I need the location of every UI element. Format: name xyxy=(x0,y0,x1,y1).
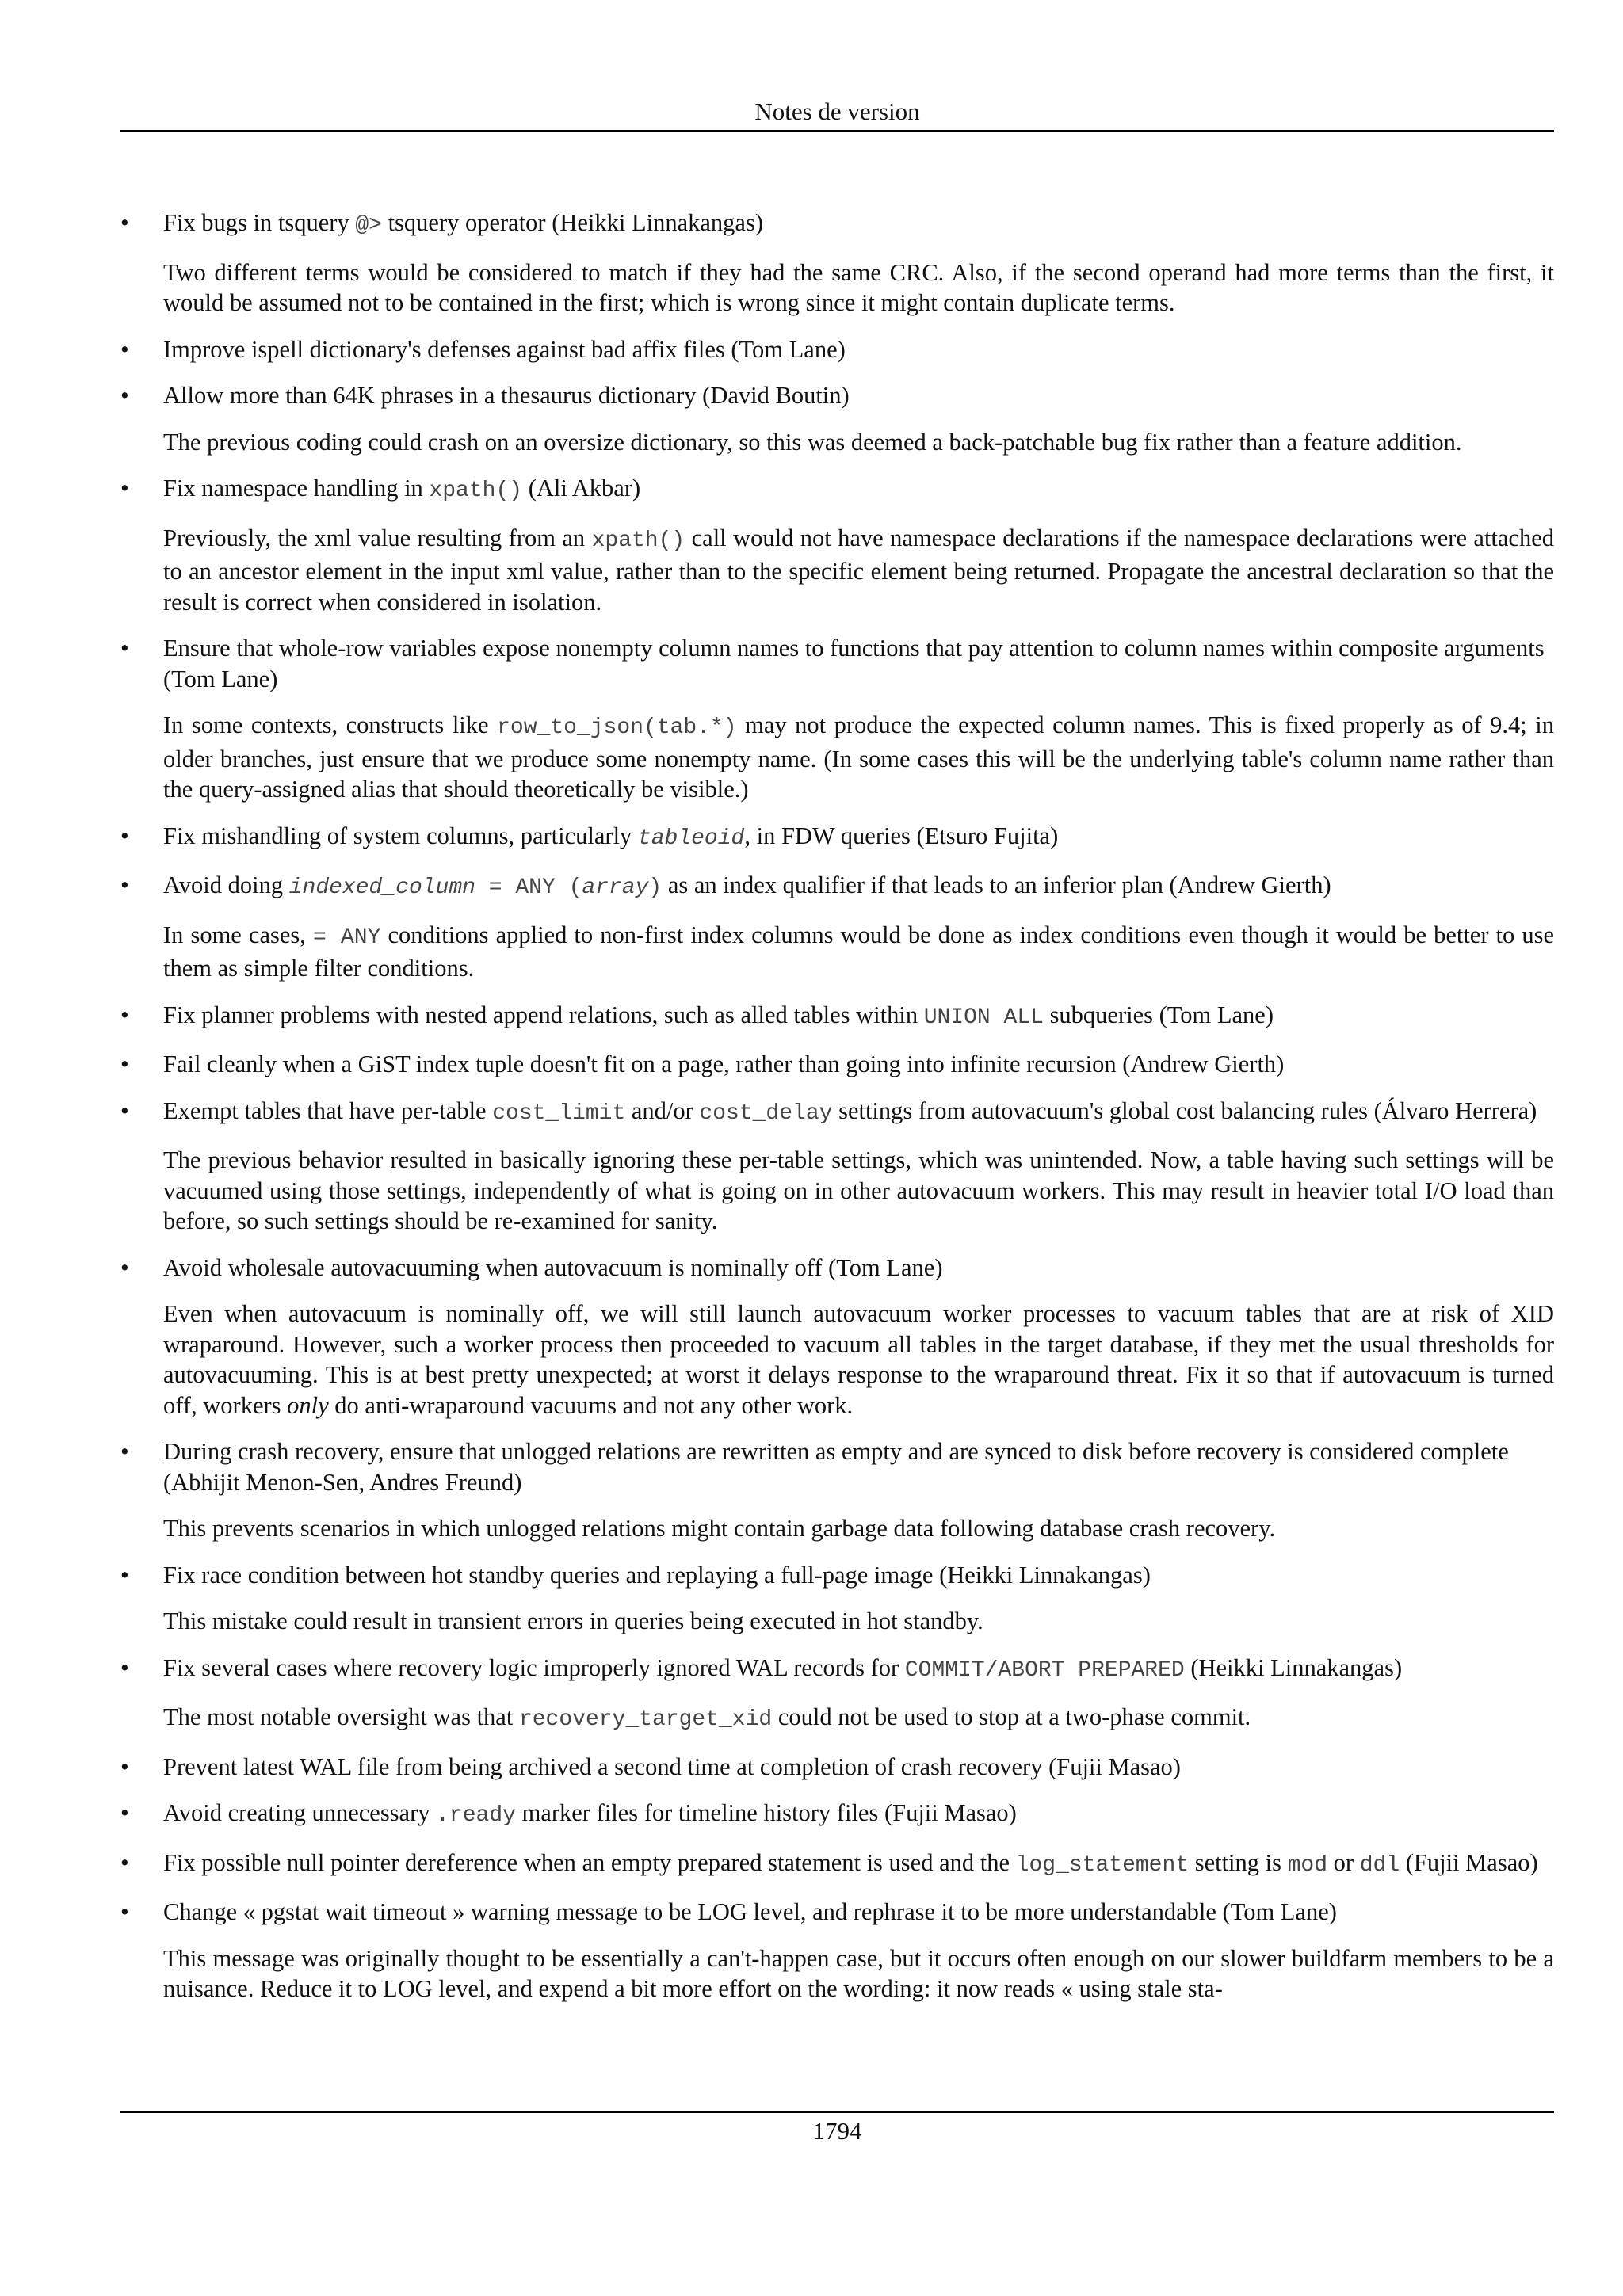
list-item xyxy=(120,1848,1554,1882)
list-item xyxy=(120,1049,1554,1080)
page-header xyxy=(120,93,1554,132)
bullet-icon: • xyxy=(120,871,129,898)
page-number: 1794 xyxy=(812,2117,862,2145)
release-notes-list xyxy=(120,208,1554,2020)
bullet-icon: • xyxy=(120,1898,129,1925)
item-title: Exempt tables that have per-table cost_limit and/or cost_delay settings from autovacuum's global cost balancing rules (Álvaro Herrera) xyxy=(163,1097,1537,1126)
bullet-icon: • xyxy=(120,1799,129,1826)
bullet-icon: • xyxy=(120,1051,129,1077)
bullet-icon: • xyxy=(120,475,129,502)
item-title: Fail cleanly when a GiST index tuple doesn't fit on a page, rather than going into infinite recursion (Andrew Gierth) xyxy=(163,1051,1285,1077)
item-title: Fix bugs in tsquery @> tsquery operator (Heikki Linnakangas) xyxy=(163,209,763,238)
item-description: The previous coding could crash on an oversize dictionary, so this was deemed a back-patchable bug fix rather than a feature addition. xyxy=(163,428,1462,456)
bullet-icon: • xyxy=(120,209,129,236)
bullet-icon: • xyxy=(120,1848,129,1876)
item-title: Fix race condition between hot standby queries and replaying a full-page image (Heikki Linnakangas) xyxy=(163,1561,1151,1589)
item-title: Fix namespace handling in xpath() (Ali Akbar) xyxy=(163,475,641,503)
item-title: Avoid creating unnecessary .ready marker files for timeline history files (Fujii Masao) xyxy=(163,1799,1017,1828)
list-item xyxy=(120,821,1554,855)
item-description: This prevents scenarios in which unlogged relations might contain garbage data following database crash recovery. xyxy=(163,1515,1276,1542)
item-description: Previously, the xml value resulting from an xpath() call would not have namespace declarations if the namespace declarations were attached to an ancestor element in the input xml value, rather than to the specific element being returned. Propagate the ancestral declaration so that the result is correct when considered in isolation. xyxy=(163,524,1555,616)
list-item xyxy=(120,1897,1554,2004)
item-description: In some contexts, constructs like row_to_json(tab.*) may not produce the expected column names. This is fixed properly as of 9.4; in older branches, just ensure that we produce some nonempty name. (In some cases this will be the underlying table's column name rather than the query-assigned alias that should theoretically be visible.) xyxy=(163,711,1554,803)
list-item xyxy=(120,334,1554,365)
list-item xyxy=(120,1752,1554,1783)
item-description: This message was originally thought to be essentially a can't-happen case, but it occurs often enough on our slower buildfarm members to be a nuisance. Reduce it to LOG level, and expend a bit more effort on the wording: it now reads « using stale sta- xyxy=(163,1944,1554,2002)
item-title: Change « pgstat wait timeout » warning message to be LOG level, and rephrase it to be more understandable (Tom Lane) xyxy=(163,1898,1337,1925)
bullet-icon: • xyxy=(120,1097,129,1124)
list-item xyxy=(120,1560,1554,1637)
list-item xyxy=(120,1436,1554,1544)
list-item xyxy=(120,1000,1554,1034)
bullet-icon: • xyxy=(120,1001,129,1028)
item-title: Fix several cases where recovery logic improperly ignored WAL records for COMMIT/ABORT PREPARED (Heikki Linnakangas) xyxy=(163,1653,1403,1683)
item-title: Allow more than 64K phrases in a thesaurus dictionary (David Boutin) xyxy=(163,382,850,409)
item-description: Two different terms would be considered to match if they had the same CRC. Also, if the second operand had more terms than the first, it would be assumed not to be contained in the first; which is wrong since it might contain duplicate terms. xyxy=(163,258,1554,316)
list-item xyxy=(120,473,1554,617)
item-title: Avoid wholesale autovacuuming when autovacuum is nominally off (Tom Lane) xyxy=(163,1253,943,1281)
list-item xyxy=(120,1096,1554,1237)
item-title: During crash recovery, ensure that unlogged relations are rewritten as empty and are synced to disk before recovery is considered complete (Abhijit Menon-Sen, Andres Freund) xyxy=(163,1438,1509,1496)
item-description: The previous behavior resulted in basically ignoring these per-table settings, which was unintended. Now, a table having such settings will be vacuumed using those settings, independently of what is going on in other autovacuum workers. This may result in heavier total I/O load than before, so such settings should be re-examined for sanity. xyxy=(163,1146,1554,1234)
bullet-icon: • xyxy=(120,1561,129,1589)
list-item xyxy=(120,633,1554,805)
item-description: In some cases, = ANY conditions applied to non-first index columns would be done as index conditions even though it would be better to use them as simple filter conditions. xyxy=(163,921,1554,982)
bullet-icon: • xyxy=(120,822,129,849)
item-title: Ensure that whole-row variables expose nonempty column names to functions that pay attention to column names within composite arguments (Tom Lane) xyxy=(163,635,1545,692)
bullet-icon: • xyxy=(120,1653,129,1681)
bullet-icon: • xyxy=(120,1438,129,1465)
item-description: The most notable oversight was that recovery_target_xid could not be used to stop at a two-phase commit. xyxy=(163,1703,1251,1732)
item-description: Even when autovacuum is nominally off, we will still launch autovacuum worker processes to vacuum tables that are at risk of XID wraparound. However, such a worker process then proceeded to vacuum all tables in the target database, if they met the usual thresholds for autovacuuming. This is at best pretty unexpected; at worst it delays response to the wraparound threat. Fix it so that if autovacuum is turned off, workers only do anti-wraparound vacuums and not any other work. xyxy=(163,1300,1554,1419)
list-item xyxy=(120,1798,1554,1832)
bullet-icon: • xyxy=(120,1253,129,1281)
bullet-icon: • xyxy=(120,1753,129,1780)
list-item xyxy=(120,208,1554,318)
item-title: Prevent latest WAL file from being archived a second time at completion of crash recovery (Fujii Masao) xyxy=(163,1753,1181,1780)
bullet-icon: • xyxy=(120,635,129,662)
item-title: Avoid doing indexed_column = ANY (array) as an index qualifier if that leads to an inferior plan (Andrew Gierth) xyxy=(163,871,1331,900)
item-title: Improve ispell dictionary's defenses against bad affix files (Tom Lane) xyxy=(163,335,846,363)
item-description: This mistake could result in transient errors in queries being executed in hot standby. xyxy=(163,1608,983,1634)
list-item xyxy=(120,380,1554,457)
list-item xyxy=(120,870,1554,984)
item-title: Fix mishandling of system columns, particularly tableoid, in FDW queries (Etsuro Fujita) xyxy=(163,822,1059,851)
bullet-icon: • xyxy=(120,382,129,409)
page-footer xyxy=(120,2111,1554,2149)
list-item xyxy=(120,1653,1554,1736)
item-title: Fix planner problems with nested append relations, such as alled tables within UNION ALL subqueries (Tom Lane) xyxy=(163,1001,1274,1030)
running-title: Notes de version xyxy=(754,97,920,125)
item-title: Fix possible null pointer dereference when an empty prepared statement is used and the log_statement setting is mod or ddl (Fujii Masao) xyxy=(163,1848,1538,1878)
list-item xyxy=(120,1253,1554,1421)
bullet-icon: • xyxy=(120,335,129,363)
